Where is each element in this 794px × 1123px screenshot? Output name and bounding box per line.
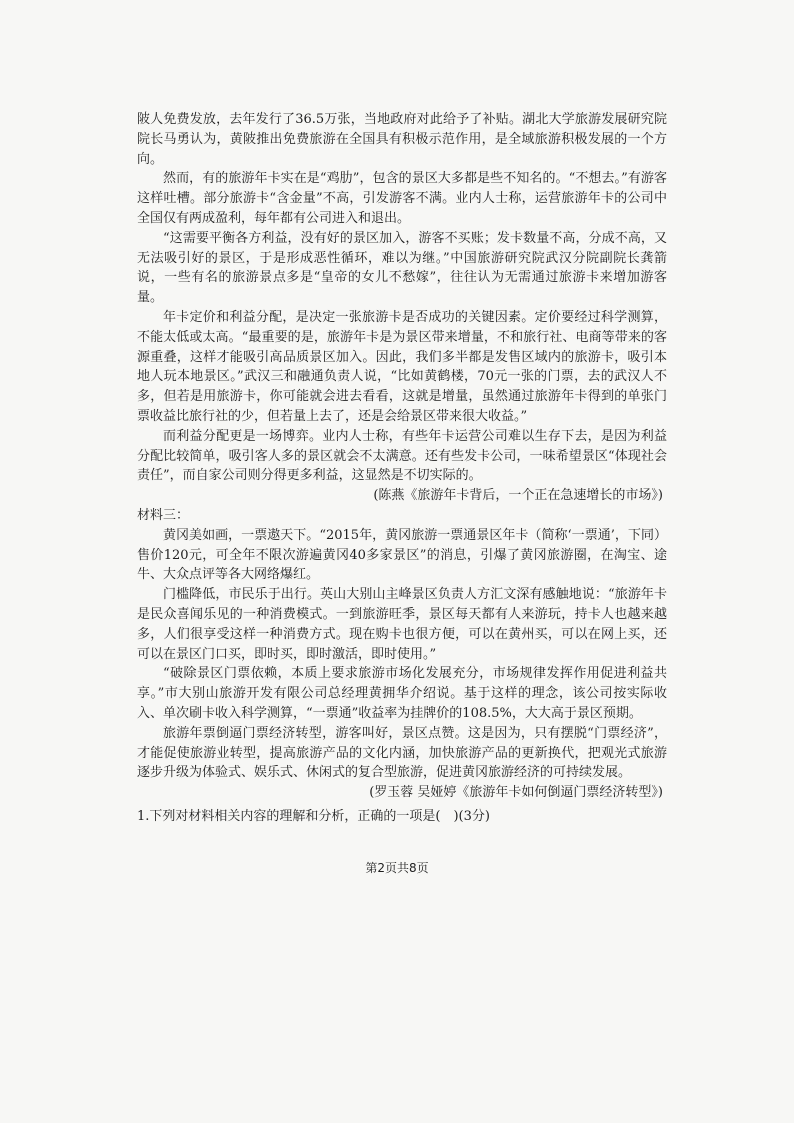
question-text: 1.下列对材料相关内容的理解和分析，正确的一项是( )(3分) xyxy=(137,808,490,824)
paragraph: “这需要平衡各方利益，没有好的景区加入，游客不买账；发卡数量不高，分成不高，又无法吸引好的景区，于是形成恶性循环，难以为继。”中国旅游研究院武汉分院副院长龚箭说，一些有名的旅游景点多是“皇帝的女儿不愁嫁”，往往认为无需通过旅游卡来增加游客量。 xyxy=(137,230,667,306)
paragraph: “破除景区门票依赖，本质上要求旅游市场化发展充分，市场规律发挥作用促进利益共享。”市大别山旅游开发有限公司总经理黄拥华介绍说。基于这样的理念，该公司按实际收入、单次刷卡收入科学测算，“一票通”收益率为挂牌价的108.5%，大大高于景区预期。 xyxy=(137,666,667,721)
paragraph: 黄冈美如画，一票遨天下。“2015年，黄冈旅游一票通景区年卡（简称‘一票通’，下同）售价120元，可全年不限次游遍黄冈40多家景区”的消息，引爆了黄冈旅游圈，在淘宝、途牛、大众点评等各大网络爆红。 xyxy=(137,527,667,583)
material-label: 材料三： xyxy=(137,507,190,523)
paragraph: 旅游年票倒逼门票经济转型，游客叫好，景区点赞。这是因为，只有摆脱“门票经济”，才能促使旅游业转型，提高旅游产品的文化内涵，加快旅游产品的更新换代，把观光式旅游逐步升级为体验式、娱乐式、休闲式的复合型旅游，促进黄冈旅游经济的可持续发展。 xyxy=(137,725,667,781)
page-number: 第2页共8页 xyxy=(365,861,429,875)
paragraph: 门槛降低，市民乐于出行。英山大别山主峰景区负责人方汇文深有感触地说：“旅游年卡是民众喜闻乐见的一种消费模式。一到旅游旺季，景区每天都有人来游玩，持卡人也越来越多，人们很享受这样一种消费方式。现在购卡也很方便，可以在黄州买，可以在网上买，还可以在景区门口买，即时买，即时激活，即时使用。” xyxy=(137,587,667,662)
paragraph: 陂人免费发放，去年发行了36.5万张，当地政府对此给予了补贴。湖北大学旅游发展研究院院长马勇认为，黄陂推出免费旅游在全国具有积极示范作用，是全域旅游积极发展的一个方向。 xyxy=(137,112,667,167)
paragraph: 然而，有的旅游年卡实在是“鸡肋”，包含的景区大多都是些不知名的。“不想去。”有游客这样吐槽。部分旅游卡“含金量”不高，引发游客不满。业内人士称，运营旅游年卡的公司中全国仅有两成盈利，每年都有公司进入和退出。 xyxy=(137,171,667,226)
text-body xyxy=(137,110,667,827)
source-citation: (陈燕《旅游年卡背后，一个正在急速增长的市场》) xyxy=(373,488,663,504)
paragraph: 年卡定价和利益分配，是决定一张旅游卡是否成功的关键因素。定价要经过科学测算，不能太低或太高。“最重要的是，旅游年卡是为景区带来增量，不和旅行社、电商等带来的客源重叠，这样才能吸引高品质景区加入。因此，我们多半都是发售区域内的旅游卡，吸引本地人玩本地景区。”武汉三和融通负责人说，“比如黄鹤楼，70元一张的门票，去的武汉人不多，但若是用旅游卡，你可能就会进去看看，这就是增量，虽然通过旅游年卡得到的单张门票收益比旅行社的少，但若量上去了，还是会给景区带来很大收益。” xyxy=(137,309,667,424)
paragraph: 而利益分配更是一场博弈。业内人士称，有些年卡运营公司难以生存下去，是因为利益分配比较简单，吸引客人多的景区就会不太满意。还有些发卡公司，一味希望景区“体现社会责任”，而自家公司则分得更多利益，这显然是不切实际的。 xyxy=(137,428,667,484)
source-citation: (罗玉蓉 吴娅婷《旅游年卡如何倒逼门票经济转型》) xyxy=(369,785,663,801)
